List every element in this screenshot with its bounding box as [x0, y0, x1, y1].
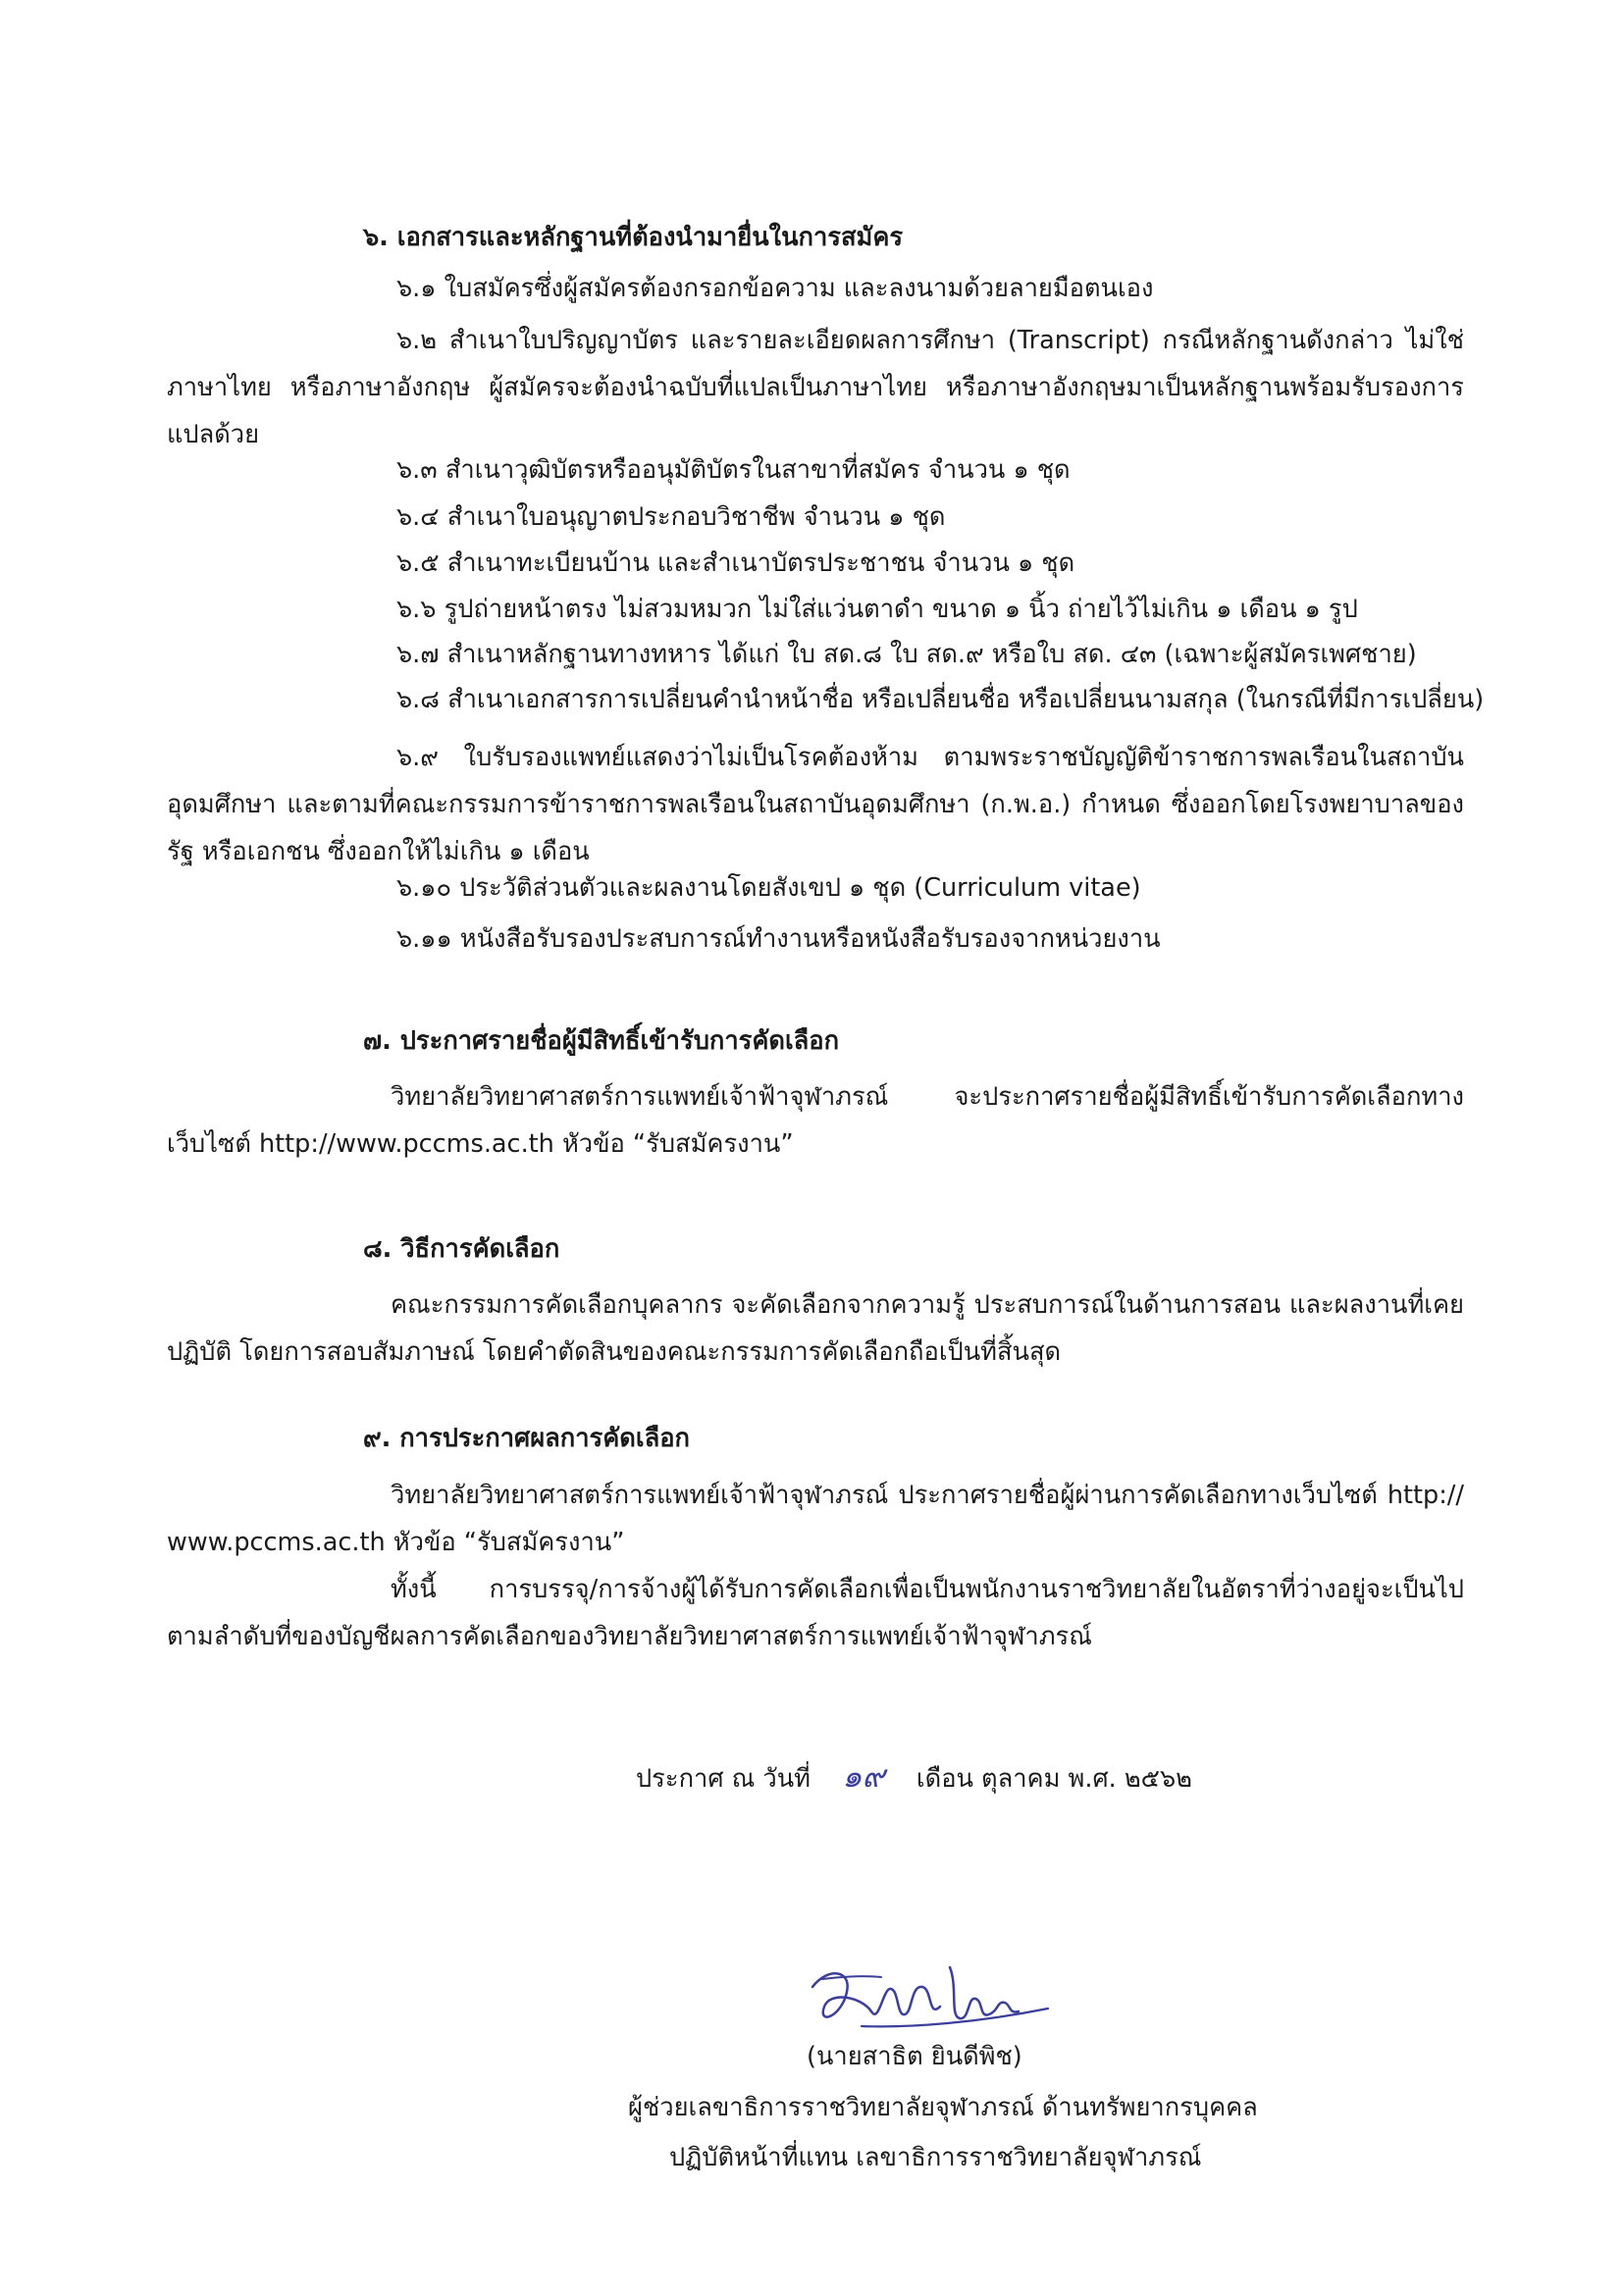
- section-7-text: วิทยาลัยวิทยาศาสตร์การแพทย์เจ้าฟ้าจุฬาภรณ์ จะประกาศรายชื่อผู้มีสิทธิ์เข้ารับการคัดเลือกทางเว็บไซต์ http://www.pccms.ac.th หัวข้อ “รับสมัครงาน”: [167, 1082, 1464, 1159]
- section-8-text: คณะกรรมการคัดเลือกบุคลากร จะคัดเลือกจากความรู้ ประสบการณ์ในด้านการสอน และผลงานที่เคยปฏิบัติ โดยการสอบสัมภาษณ์ โดยคำตัดสินของคณะกรรมการคัดเลือกถือเป็นที่สิ้นสุด: [167, 1290, 1464, 1367]
- item-6-9: [167, 734, 1464, 875]
- date-suffix: เดือน ตุลาคม พ.ศ. ๒๕๖๒: [916, 1764, 1192, 1794]
- section-8-heading: ๘. วิธีการคัดเลือก: [363, 1234, 560, 1264]
- section-9-body-1: [167, 1472, 1464, 1566]
- item-6-4: ๖.๔ สำเนาใบอนุญาตประกอบวิชาชีพ จำนวน ๑ ชุด: [396, 502, 946, 532]
- handwritten-signature: [803, 1957, 1058, 2046]
- section-8-body: [167, 1281, 1464, 1376]
- section-7-body: [167, 1073, 1464, 1168]
- date-day: ๑๙: [842, 1757, 885, 1795]
- section-7-heading: ๗. ประกาศรายชื่อผู้มีสิทธิ์เข้ารับการคัดเลือก: [363, 1026, 840, 1056]
- item-6-10: ๖.๑๐ ประวัติส่วนตัวและผลงานโดยสังเขป ๑ ชุด (Curriculum vitae): [396, 873, 1141, 903]
- item-6-9-text: ๖.๙ ใบรับรองแพทย์แสดงว่าไม่เป็นโรคต้องห้าม ตามพระราชบัญญัติข้าราชการพลเรือนในสถาบันอุดมศึกษา และตามที่คณะกรรมการข้าราชการพลเรือนในสถาบันอุดมศึกษา (ก.พ.อ.) กำหนด ซึ่งออกโดยโรงพยาบาลของรัฐ หรือเอกชน ซึ่งออกให้ไม่เกิน ๑ เดือน: [167, 743, 1464, 866]
- signer-position-1: ผู้ช่วยเลขาธิการราชวิทยาลัยจุฬาภรณ์ ด้านทรัพยากรบุคคล: [628, 2093, 1258, 2122]
- item-6-7: ๖.๗ สำเนาหลักฐานทางทหาร ได้แก่ ใบ สด.๘ ใบ สด.๙ หรือใบ สด. ๔๓ (เฉพาะผู้สมัครเพศชาย): [396, 640, 1417, 669]
- section-9-body-2: [167, 1566, 1464, 1660]
- item-6-6: ๖.๖ รูปถ่ายหน้าตรง ไม่สวมหมวก ไม่ใส่แว่นตาดำ ขนาด ๑ นิ้ว ถ่ายไว้ไม่เกิน ๑ เดือน ๑ รูป: [396, 595, 1358, 624]
- item-6-1: ๖.๑ ใบสมัครซึ่งผู้สมัครต้องกรอกข้อความ และลงนามด้วยลายมือตนเอง: [396, 274, 1154, 303]
- section-6-heading: ๖. เอกสารและหลักฐานที่ต้องนำมายื่นในการสมัคร: [363, 223, 904, 252]
- item-6-3: ๖.๓ สำเนาวุฒิบัตรหรืออนุมัติบัตรในสาขาที่สมัคร จำนวน ๑ ชุด: [396, 455, 1071, 485]
- signer-name: (นายสาธิต ยินดีพิช): [807, 2042, 1022, 2071]
- date-prefix: ประกาศ ณ วันที่: [636, 1764, 811, 1794]
- announcement-date: [636, 1756, 1192, 1798]
- item-6-8: ๖.๘ สำเนาเอกสารการเปลี่ยนคำนำหน้าชื่อ หรือเปลี่ยนชื่อ หรือเปลี่ยนนามสกุล (ในกรณีที่มีการเปลี่ยน): [396, 685, 1485, 714]
- item-6-11: ๖.๑๑ หนังสือรับรองประสบการณ์ทำงานหรือหนังสือรับรองจากหน่วยงาน: [396, 924, 1161, 954]
- signer-position-2: ปฏิบัติหน้าที่แทน เลขาธิการราชวิทยาลัยจุฬาภรณ์: [669, 2143, 1202, 2172]
- item-6-2-text: ๖.๒ สำเนาใบปริญญาบัตร และรายละเอียดผลการศึกษา (Transcript) กรณีหลักฐานดังกล่าว ไม่ใช่ภาษาไทย หรือภาษาอังกฤษ ผู้สมัครจะต้องนำฉบับที่แปลเป็นภาษาไทย หรือภาษาอังกฤษมาเป็นหลักฐานพร้อมรับรองการแปลด้วย: [167, 326, 1464, 449]
- section-9-text-2: ทั้งนี้ การบรรจุ/การจ้างผู้ได้รับการคัดเลือกเพื่อเป็นพนักงานราชวิทยาลัยในอัตราที่ว่างอยู่จะเป็นไปตามลำดับที่ของบัญชีผลการคัดเลือกของวิทยาลัยวิทยาศาสตร์การแพทย์เจ้าฟ้าจุฬาภรณ์: [167, 1575, 1464, 1651]
- item-6-5: ๖.๕ สำเนาทะเบียนบ้าน และสำเนาบัตรประชาชน จำนวน ๑ ชุด: [396, 548, 1075, 578]
- section-9-heading: ๙. การประกาศผลการคัดเลือก: [363, 1424, 690, 1453]
- item-6-2: [167, 317, 1464, 458]
- section-9-text-1: วิทยาลัยวิทยาศาสตร์การแพทย์เจ้าฟ้าจุฬาภรณ์ ประกาศรายชื่อผู้ผ่านการคัดเลือกทางเว็บไซต์ http:// www.pccms.ac.th หัวข้อ “รับสมัครงาน”: [167, 1481, 1464, 1557]
